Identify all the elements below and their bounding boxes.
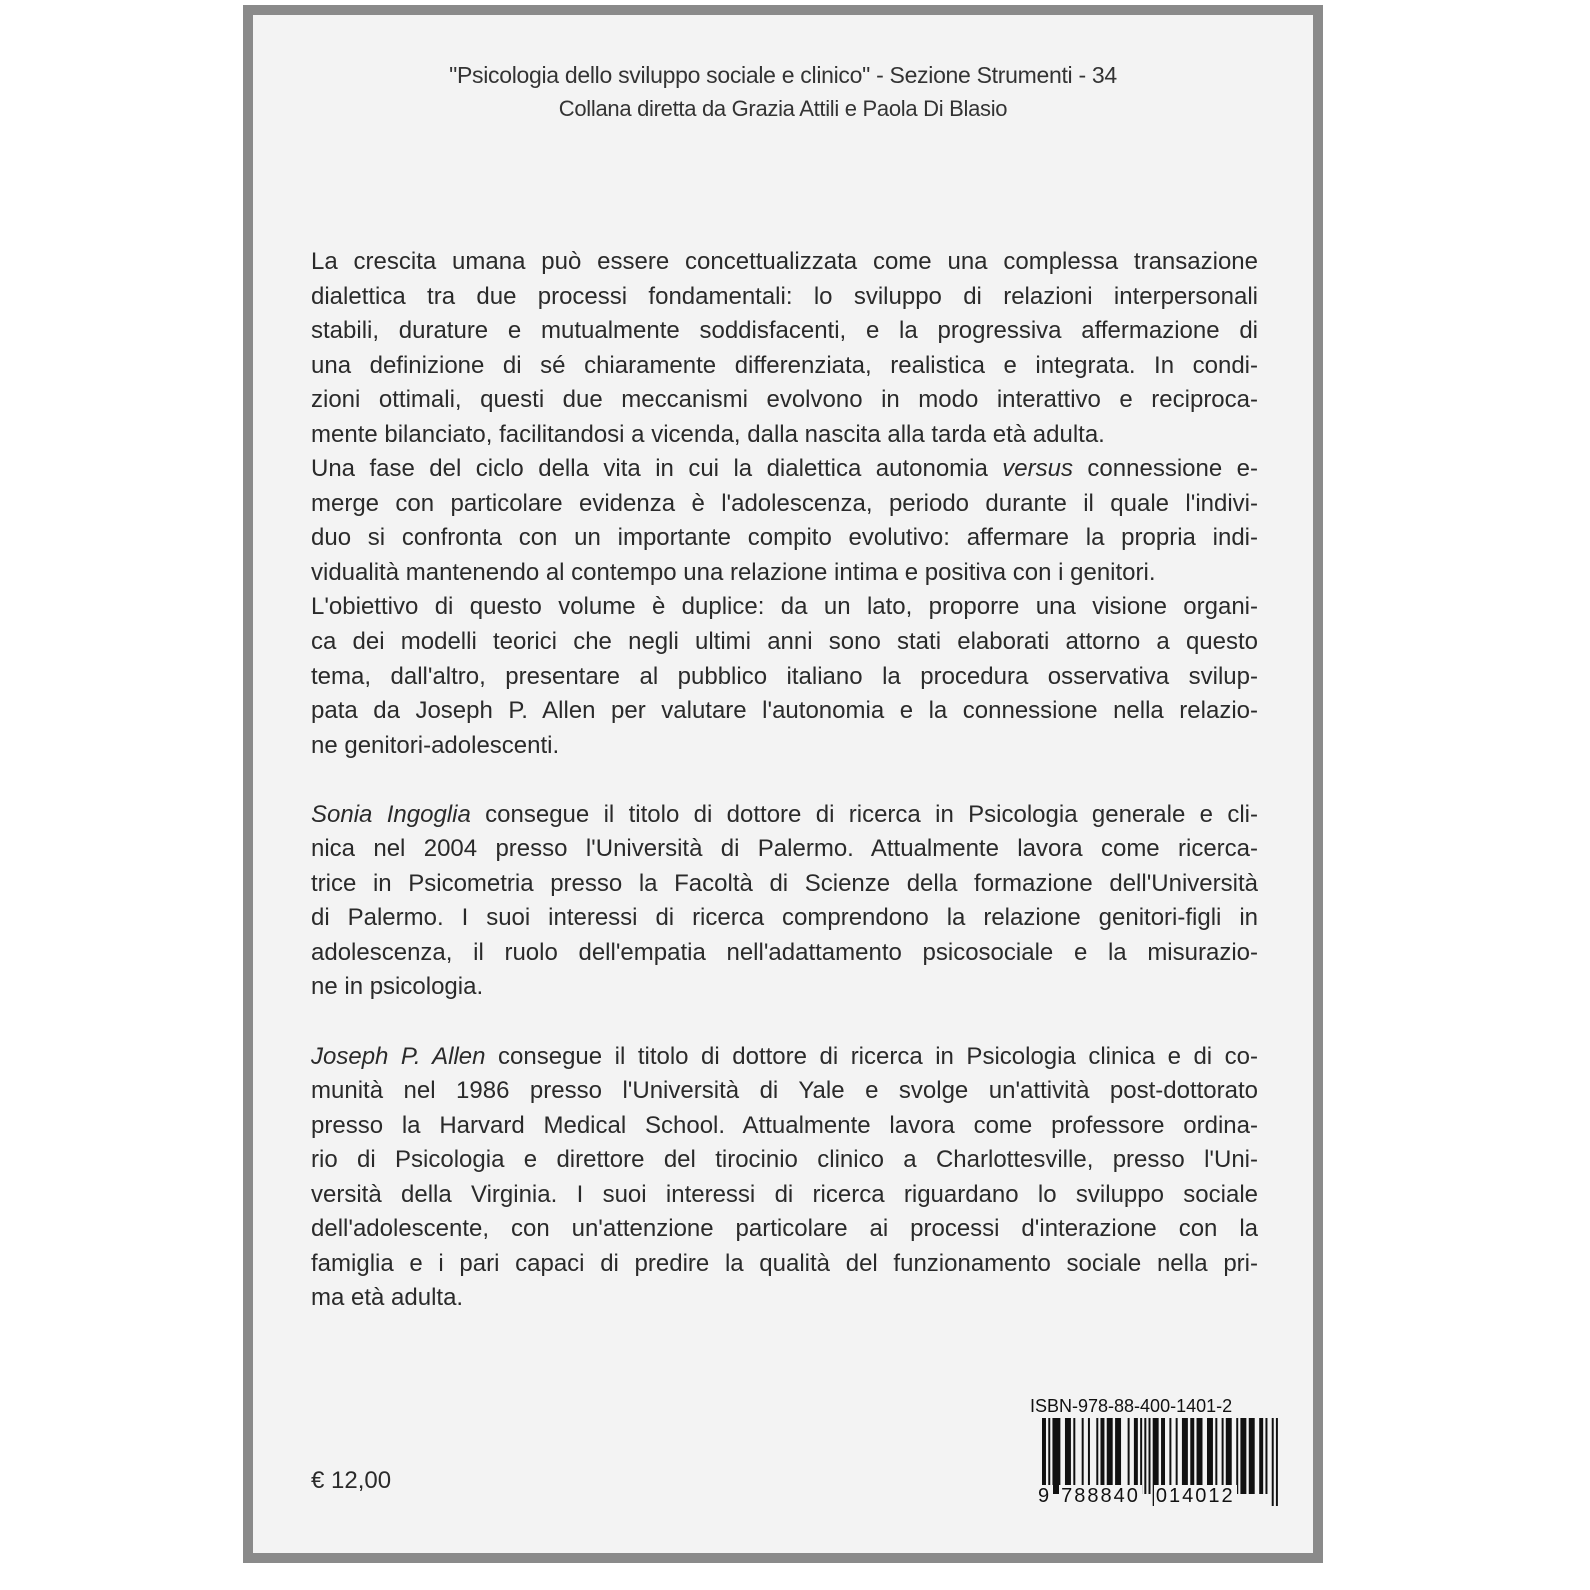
text-line xyxy=(311,1040,1258,1075)
text-line xyxy=(311,314,1258,349)
isbn-label: ISBN-978-88-400-1401-2 xyxy=(1030,1396,1233,1416)
text-line xyxy=(311,798,1258,833)
text-line xyxy=(311,1074,1258,1109)
text-segment: L'obiettivo di questo volume è duplice: da un lato, proporre una visione organi- xyxy=(311,593,1258,621)
barcode-bar xyxy=(1100,1418,1104,1494)
paragraph-gap xyxy=(311,763,1258,798)
barcode-bar xyxy=(1265,1418,1267,1494)
barcode-bar xyxy=(1190,1418,1194,1494)
back-cover xyxy=(253,15,1313,1553)
barcode-bar xyxy=(1176,1418,1178,1494)
barcode-bar xyxy=(1226,1418,1232,1494)
barcode-bar xyxy=(1140,1418,1142,1494)
text-segment: connessione e- xyxy=(1072,455,1258,483)
text-segment: ca dei modelli teorici che negli ultimi anni sono stati elaborati attorno a questo xyxy=(311,628,1258,656)
text-segment: versità della Virginia. I suoi interessi di ricerca riguardano lo sviluppo sociale xyxy=(311,1180,1258,1208)
barcode-bar xyxy=(1115,1418,1121,1494)
text-segment: presso la Harvard Medical School. Attualmente lavora come professore ordina- xyxy=(311,1111,1258,1139)
barcode-digits xyxy=(1036,1485,1237,1508)
text-segment: ne in psicologia. xyxy=(311,973,484,1001)
paragraph-gap xyxy=(311,1005,1258,1040)
text-segment: dell'adolescente, con un'attenzione particolare ai processi d'interazione con la xyxy=(311,1215,1258,1243)
text-line xyxy=(311,280,1258,315)
text-segment: ne genitori-adolescenti. xyxy=(311,731,560,759)
barcode-bar xyxy=(1065,1418,1071,1494)
text-line xyxy=(311,383,1258,418)
price: € 12,00 xyxy=(311,1467,392,1494)
paragraph xyxy=(311,1040,1258,1316)
text-line xyxy=(311,625,1258,660)
text-segment: zioni ottimali, questi due meccanismi evolvono in modo interattivo e reciproca- xyxy=(311,386,1258,414)
series-editors: Collana diretta da Grazia Attili e Paola Di Blasio xyxy=(558,96,1008,121)
blurb-text xyxy=(311,245,1258,1316)
barcode-first-digit: 9 xyxy=(1038,1485,1052,1507)
text-segment: merge con particolare evidenza è l'adolescenza, periodo durante il quale l'indivi- xyxy=(311,489,1258,517)
text-segment: nica nel 2004 presso l'Università di Palermo. Attualmente lavora come ricerca- xyxy=(311,835,1258,863)
text-line xyxy=(311,1178,1258,1213)
barcode-bar xyxy=(1272,1418,1274,1506)
italic-text: versus xyxy=(1002,455,1073,483)
barcode-bar xyxy=(1222,1418,1224,1494)
barcode-bar xyxy=(1240,1418,1246,1494)
barcode-bar xyxy=(1134,1418,1138,1494)
barcode-bar xyxy=(1082,1418,1084,1494)
paragraph xyxy=(311,590,1258,763)
text-segment: trice in Psicometria presso la Facoltà di Scienze della formazione dell'Università xyxy=(311,869,1258,897)
text-segment: Una fase del ciclo della vita in cui la dialettica autonomia xyxy=(311,455,1003,483)
text-segment: tema, dall'altro, presentare al pubblico italiano la procedura osservativa svilup- xyxy=(311,662,1258,690)
text-segment: consegue il titolo di dottore di ricerca in Psicologia clinica e di co- xyxy=(485,1042,1258,1070)
text-segment: ma età adulta. xyxy=(311,1284,464,1312)
text-segment: La crescita umana può essere concettualizzata come una complessa transazione xyxy=(311,248,1258,275)
paragraph xyxy=(311,245,1258,452)
text-line xyxy=(311,1212,1258,1247)
text-line xyxy=(311,1109,1258,1144)
barcode-bar xyxy=(1169,1418,1171,1494)
barcode-bar xyxy=(1276,1418,1278,1506)
text-segment: pata da Joseph P. Allen per valutare l'autonomia e la connessione nella relazio- xyxy=(311,697,1258,725)
paragraph xyxy=(311,798,1258,1005)
text-line xyxy=(311,867,1258,902)
text-line xyxy=(311,487,1258,522)
text-line xyxy=(311,1247,1258,1282)
barcode-bar xyxy=(1096,1418,1098,1494)
text-segment: mente bilanciato, facilitandosi a vicenda, dalla nascita alla tarda età adulta. xyxy=(311,420,1105,448)
italic-text: Joseph P. Allen xyxy=(311,1042,486,1070)
barcode-right-group: 014012 xyxy=(1155,1485,1235,1507)
text-segment: consegue il titolo di dottore di ricerca in Psicologia generale e cli- xyxy=(470,800,1259,828)
barcode-bar xyxy=(1215,1418,1217,1494)
text-segment: rio di Psicologia e direttore del tirocinio clinico a Charlottesville, presso l'Uni- xyxy=(311,1146,1258,1174)
text-line xyxy=(311,418,1258,453)
series-title: "Psicologia dello sviluppo sociale e clinico" - Sezione Strumenti - 34 xyxy=(449,62,1117,88)
barcode-bar xyxy=(1149,1418,1151,1494)
text-segment: di Palermo. I suoi interessi di ricerca comprendono la relazione genitori-figli in xyxy=(311,904,1258,932)
paragraph xyxy=(311,452,1258,590)
text-line xyxy=(311,660,1258,695)
text-segment: famiglia e i pari capaci di predire la qualità del funzionamento sociale nella pri- xyxy=(311,1249,1258,1277)
barcode-bar xyxy=(1249,1418,1255,1494)
barcode-bar xyxy=(1197,1418,1203,1494)
text-line xyxy=(311,729,1258,764)
italic-text: Sonia Ingoglia xyxy=(311,800,471,828)
barcode-bar xyxy=(1128,1418,1130,1494)
text-line xyxy=(311,556,1258,591)
text-segment: vidualità mantenendo al contempo una relazione intima e positiva con i genitori. xyxy=(311,558,1156,586)
text-line xyxy=(311,1281,1258,1316)
text-line xyxy=(311,590,1258,625)
barcode-bar xyxy=(1107,1418,1113,1494)
text-line xyxy=(311,521,1258,556)
barcode-bar xyxy=(1052,1418,1060,1494)
barcode-bar xyxy=(1182,1418,1188,1494)
text-line xyxy=(311,970,1258,1005)
text-line xyxy=(311,349,1258,384)
barcode-bar xyxy=(1236,1418,1238,1494)
text-segment: duo si confronta con un importante compito evolutivo: affermare la propria indi- xyxy=(311,524,1258,552)
barcode-bar xyxy=(1144,1418,1146,1494)
text-line xyxy=(311,936,1258,971)
text-line xyxy=(311,1143,1258,1178)
text-line xyxy=(311,901,1258,936)
text-segment: dialettica tra due processi fondamentali: lo sviluppo di relazioni interpersonali xyxy=(311,282,1258,310)
text-line xyxy=(311,245,1258,280)
text-segment: adolescenza, il ruolo dell'empatia nell'adattamento psicosociale e la misurazio- xyxy=(311,938,1258,966)
barcode-bar xyxy=(1207,1418,1213,1494)
text-line xyxy=(311,832,1258,867)
text-segment: stabili, durature e mutualmente soddisfacenti, e la progressiva affermazione di xyxy=(311,317,1258,345)
text-segment: munità nel 1986 presso l'Università di Yale e svolge un'attività post-dottorato xyxy=(311,1077,1258,1105)
barcode-bar xyxy=(1073,1418,1075,1494)
barcode-bar xyxy=(1259,1418,1263,1494)
text-segment: una definizione di sé chiaramente differenziata, realistica e integrata. In condi- xyxy=(311,351,1258,379)
text-line xyxy=(311,452,1258,487)
text-line xyxy=(311,694,1258,729)
barcode-bar xyxy=(1088,1418,1090,1494)
barcode-left-group: 788840 xyxy=(1061,1485,1140,1507)
